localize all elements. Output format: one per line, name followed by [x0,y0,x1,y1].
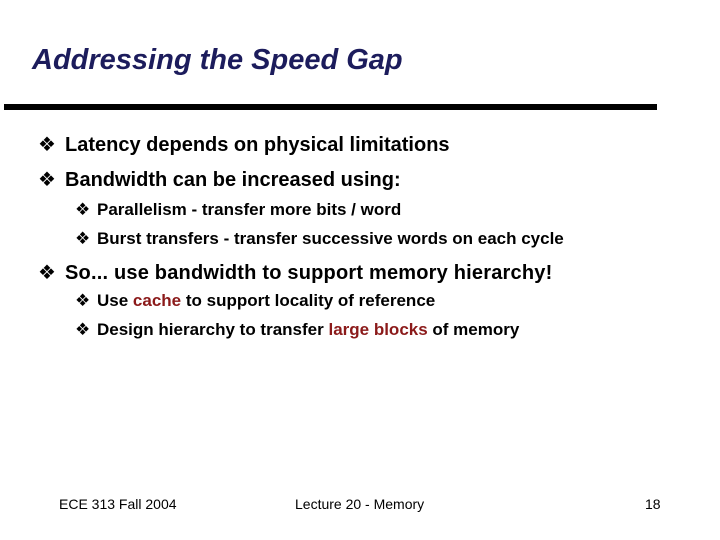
bullet-icon: ❖ [75,320,91,339]
highlight-large-blocks: large blocks [328,320,428,339]
footer-course: ECE 313 Fall 2004 [59,496,177,512]
footer-lecture: Lecture 20 - Memory [295,496,425,512]
sub-bullet-2-1-text: Parallelism - transfer more bits / word [97,200,402,219]
bullet-icon: ❖ [75,200,91,219]
bullet-icon: ❖ [38,169,56,191]
sub-bullet-2-1 [75,200,401,220]
sub-bullet-3-2-post: of memory [427,320,520,339]
footer-page-number: 18 [645,496,661,512]
bullet-2-text: Bandwidth can be increased using: [65,169,401,191]
bullet-icon: ❖ [75,229,91,248]
bullet-3 [38,260,552,285]
sub-bullet-2-2-text: Burst transfers - transfer successive words on each cycle [97,229,564,248]
bullet-1-text: Latency depends on physical limitations [65,134,450,156]
bullet-icon: ❖ [75,291,91,310]
sub-bullet-3-1-post: to support locality of reference [181,291,436,310]
bullet-icon: ❖ [38,134,56,156]
bullet-2 [38,167,401,192]
highlight-cache: cache [132,291,182,310]
sub-bullet-3-2 [75,320,519,340]
slide-title: Addressing the Speed Gap [32,44,403,76]
bullet-1 [38,132,450,157]
sub-bullet-3-2-pre: Design hierarchy to transfer [97,320,329,339]
title-rule [4,104,657,110]
sub-bullet-3-1-pre: Use [97,291,133,310]
sub-bullet-3-1 [75,291,435,311]
sub-bullet-2-2 [75,229,564,249]
bullet-3-text: So... use bandwidth to support memory hierarchy! [65,262,553,284]
bullet-icon: ❖ [38,262,57,284]
